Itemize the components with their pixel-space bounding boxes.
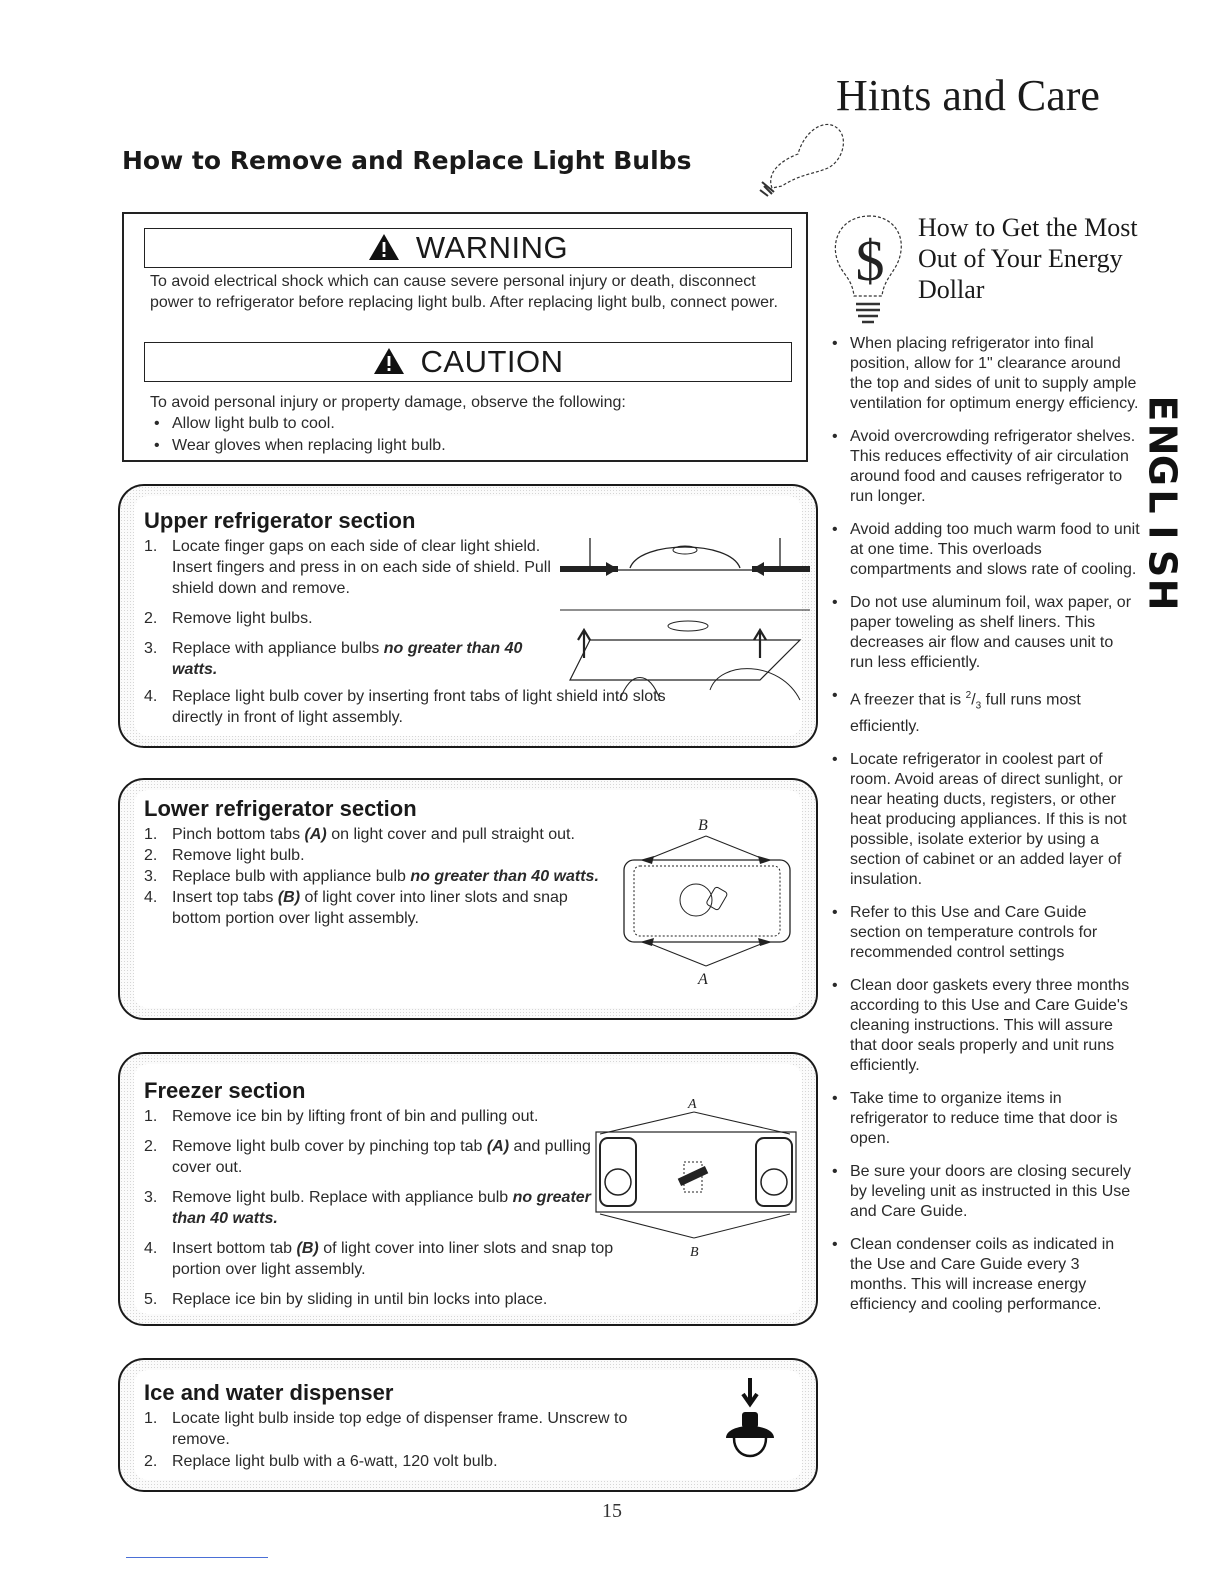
caution-label: CAUTION: [420, 344, 564, 379]
dispenser-bulb-icon: [720, 1376, 780, 1476]
step-number: 4.: [144, 688, 158, 705]
step-item: [144, 638, 554, 680]
step-number: 4.: [144, 1240, 158, 1257]
language-letter: S: [1140, 549, 1185, 578]
language-letter: L: [1140, 489, 1185, 514]
step-item: [144, 1136, 594, 1178]
upper-section-panel: [118, 484, 818, 748]
step-number: 3.: [144, 868, 158, 885]
step-text: Insert bottom tab: [172, 1240, 293, 1257]
label-b: B: [698, 817, 708, 834]
tip-item: • Clean condenser coils as indicated in the Use and Care Guide every 3 months. This will increase energy efficiency and cooling performance.: [830, 1235, 1140, 1315]
fraction-numerator: 2: [965, 690, 972, 701]
language-letter: N: [1140, 423, 1185, 456]
tip-text: full runs most efficiently.: [850, 691, 1081, 735]
caution-triangle-icon: [373, 347, 405, 375]
warning-label: WARNING: [415, 230, 569, 265]
freezer-steps: [144, 1106, 594, 1238]
step-item: [144, 536, 554, 599]
step-item: [144, 824, 600, 845]
step-emphasis: no greater than 40 watts.: [172, 1189, 591, 1227]
step-number: 2.: [144, 1138, 158, 1155]
caution-item: • Wear gloves when replacing light bulb.: [150, 435, 446, 457]
step-text: Locate finger gaps on each side of clear light shield. Insert fingers and press in on each side of shield. Pull shield down and remove.: [172, 538, 551, 597]
tip-item: • Be sure your doors are closing securely by leveling unit as instructed in this Use and Care Guide.: [830, 1162, 1140, 1222]
warning-header: [144, 228, 792, 268]
tip-item: • A freezer that is $^2/_3$ full runs most efficiently.: [830, 686, 1140, 737]
lower-light-cover-diagram: [616, 816, 806, 992]
step-text: and pulling cover out.: [172, 1138, 591, 1176]
warning-triangle-icon: [368, 233, 400, 261]
freezer-section-heading: Freezer section: [144, 1078, 306, 1103]
step-text: Remove light bulb.: [172, 847, 305, 864]
step-item: [144, 608, 554, 629]
tip-item: • Locate refrigerator in coolest part of room. Avoid areas of direct sunlight, or near heating ducts, registers, or other heat producing appliances. If this is not possible, isolate exterior by using a section of cabinet or an added layer of insulation.: [830, 750, 1140, 890]
dispenser-steps: [144, 1408, 674, 1481]
tip-text: A freezer that is: [850, 691, 962, 709]
tip-item: • Refer to this Use and Care Guide section on temperature controls for recommended control settings: [830, 903, 1140, 963]
step-text: Insert top tabs: [172, 889, 274, 906]
step-item: [144, 845, 600, 866]
step-item: [144, 887, 600, 929]
caution-list: [150, 413, 446, 457]
step-emphasis: no greater than 40 watts.: [410, 868, 599, 885]
caution-text: To avoid personal injury or property damage, observe the following:: [150, 394, 626, 411]
lower-section-panel: [118, 778, 818, 1020]
tip-item: • Do not use aluminum foil, wax paper, or paper toweling as shelf liners. This decreases air flow and causes unit to run less efficiently.: [830, 593, 1140, 673]
light-bulb-icon: [752, 112, 852, 198]
step-number: 5.: [144, 1291, 158, 1308]
page-number: 15: [602, 1500, 622, 1522]
step-number: 3.: [144, 1189, 158, 1206]
dispenser-section-panel: [118, 1358, 818, 1492]
step-number: 3.: [144, 640, 158, 657]
step-text: Remove ice bin by lifting front of bin and pulling out.: [172, 1108, 539, 1125]
footer-rule: [126, 1557, 268, 1558]
step-item: [144, 1187, 594, 1229]
language-letter: G: [1140, 454, 1185, 487]
step-text: Replace ice bin by sliding in until bin locks into place.: [172, 1291, 548, 1308]
step-text: of light cover into liner slots and snap bottom portion over light assembly.: [172, 889, 568, 927]
page-title: Hints and Care: [836, 71, 1100, 120]
tab-label: (B): [296, 1240, 319, 1257]
lower-steps: [144, 824, 600, 929]
safety-notice-box: [122, 212, 808, 462]
tip-item: • Avoid overcrowding refrigerator shelves. This reduces effectivity of air circulation around food and causes refrigerator to run longer.: [830, 427, 1140, 507]
freezer-steps-cont: [144, 1238, 664, 1319]
step-text: Remove light bulbs.: [172, 610, 313, 627]
section-title: How to Remove and Replace Light Bulbs: [122, 146, 692, 175]
caution-item: • Allow light bulb to cool.: [150, 413, 446, 435]
step-text: Remove light bulb cover by pinching top tab: [172, 1138, 483, 1155]
step-number: 4.: [144, 889, 158, 906]
tip-item: • Avoid adding too much warm food to unit at one time. This overloads compartments and slows rate of cooling.: [830, 520, 1140, 580]
step-text: Replace light bulb with a 6-watt, 120 volt bulb.: [172, 1453, 498, 1470]
step-text: Replace with appliance bulbs: [172, 640, 380, 657]
upper-steps: [144, 536, 554, 689]
step-emphasis: no greater than 40 watts.: [172, 640, 523, 678]
upper-section-heading: Upper refrigerator section: [144, 508, 416, 533]
tab-label: (A): [486, 1138, 510, 1155]
tip-item: • Take time to organize items in refrigerator to reduce time that door is open.: [830, 1089, 1140, 1149]
step-number: 1.: [144, 826, 158, 843]
language-tab: [1140, 393, 1188, 610]
step-text: on light cover and pull straight out.: [331, 826, 575, 843]
energy-dollar-bulb-icon: [824, 212, 914, 332]
step-number: 2.: [144, 1453, 158, 1470]
step-item: [144, 1451, 674, 1472]
step-text: Replace light bulb cover by inserting front tabs of light shield into slots directly in front of light assembly.: [172, 688, 666, 726]
step-number: 1.: [144, 538, 158, 555]
dispenser-section-heading: Ice and water dispenser: [144, 1380, 394, 1405]
warning-text: To avoid electrical shock which can cause severe personal injury or death, disconnect power to refrigerator before replacing light bulb. After replacing light bulb, connect power.: [150, 273, 778, 311]
step-text: of light cover into liner slots and snap top portion over light assembly.: [172, 1240, 614, 1278]
tip-item: • Clean door gaskets every three months according to this Use and Care Guide's cleaning instructions. This will assure that door seals properly and unit runs efficiently.: [830, 976, 1140, 1076]
step-item: [144, 1408, 674, 1450]
caution-header: [144, 342, 792, 382]
step-number: 2.: [144, 610, 158, 627]
step-text: Pinch bottom tabs: [172, 826, 301, 843]
step-number: 1.: [144, 1108, 158, 1125]
tab-label: (B): [277, 889, 301, 906]
step-number: 2.: [144, 847, 158, 864]
step-text: Locate light bulb inside top edge of dispenser frame. Unscrew to remove.: [172, 1410, 628, 1448]
step-item: [144, 866, 600, 887]
label-a: A: [688, 1097, 697, 1112]
step-text: Replace bulb with appliance bulb: [172, 868, 406, 885]
freezer-light-cover-diagram: [590, 1092, 800, 1262]
language-letter: H: [1140, 578, 1185, 611]
step-item: [144, 1106, 594, 1127]
step-number: 1.: [144, 1410, 158, 1427]
label-a: A: [698, 971, 708, 988]
label-b: B: [690, 1245, 699, 1260]
tip-item: • When placing refrigerator into final position, allow for 1" clearance around the top and sides of unit to supply ample ventilation for optimum energy efficiency.: [830, 334, 1140, 414]
lower-section-heading: Lower refrigerator section: [144, 796, 417, 821]
step-item: [144, 1289, 664, 1310]
energy-title: How to Get the Most Out of Your Energy Dollar: [918, 213, 1138, 304]
step-item: [144, 1238, 664, 1280]
step-text: Remove light bulb. Replace with appliance bulb: [172, 1189, 509, 1206]
freezer-section-panel: [118, 1052, 818, 1326]
dollar-sign: $: [855, 228, 885, 293]
fraction-denominator: 3: [975, 700, 982, 712]
energy-tips-list: [830, 334, 1140, 1328]
language-letter: I: [1140, 525, 1185, 540]
tab-label: (A): [304, 826, 327, 843]
light-shield-diagram: [560, 530, 810, 716]
language-letter: E: [1140, 395, 1185, 422]
